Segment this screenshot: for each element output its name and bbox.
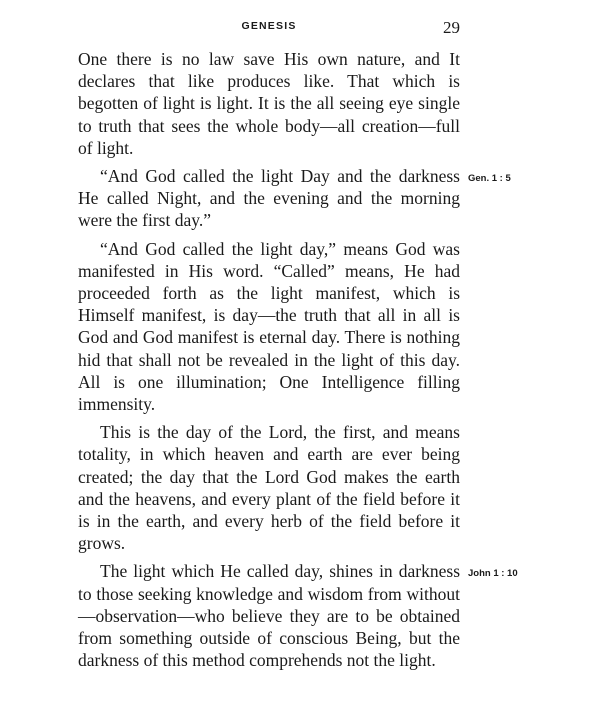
body-text (78, 48, 518, 677)
paragraph-text: One there is no law save His own nature, and It declares that like produces like. That which is begotten of light is light. It is the all seeing eye single to truth that sees the whole body—all creation—full of light. (78, 49, 460, 158)
paragraph (78, 165, 511, 232)
running-title: GENESIS (241, 20, 297, 32)
paragraph-text: This is the day of the Lord, the first, and means totality, in which heaven and earth are ever being created; the day that the Lord God makes the earth and the heavens, and every plant of the field before it is in the earth, and every herb of the field before it grows. (78, 422, 460, 554)
paragraph (78, 238, 460, 416)
scripture-reference: Gen. 1 : 5 (468, 173, 511, 185)
paragraph-text: “And God called the light Day and the darkness He called Night, and the evening and the morning were the first day.” (78, 166, 460, 231)
scripture-reference: John 1 : 10 (468, 568, 518, 580)
running-head (78, 18, 460, 42)
paragraph (78, 48, 460, 159)
paragraph (78, 560, 518, 671)
paragraph-text: “And God called the light day,” means God was manifested in His word. “Called” means, He had proceeded forth as the light manifest, which is Himself manifest, is day—the truth that all in all is God and God manifest is eternal day. There is nothing hid that shall not be revealed in the light of this day. All is one illumination; One Intelligence filling immensity. (78, 238, 460, 415)
page-number: 29 (443, 18, 460, 37)
paragraph-text: The light which He called day, shines in darkness to those seeking knowledge and wisdom from without—observation—who believe they are to be obtained from something outside of conscious Being, but the darkness of this method comprehends not the light. (78, 561, 460, 671)
paragraph (78, 421, 460, 554)
